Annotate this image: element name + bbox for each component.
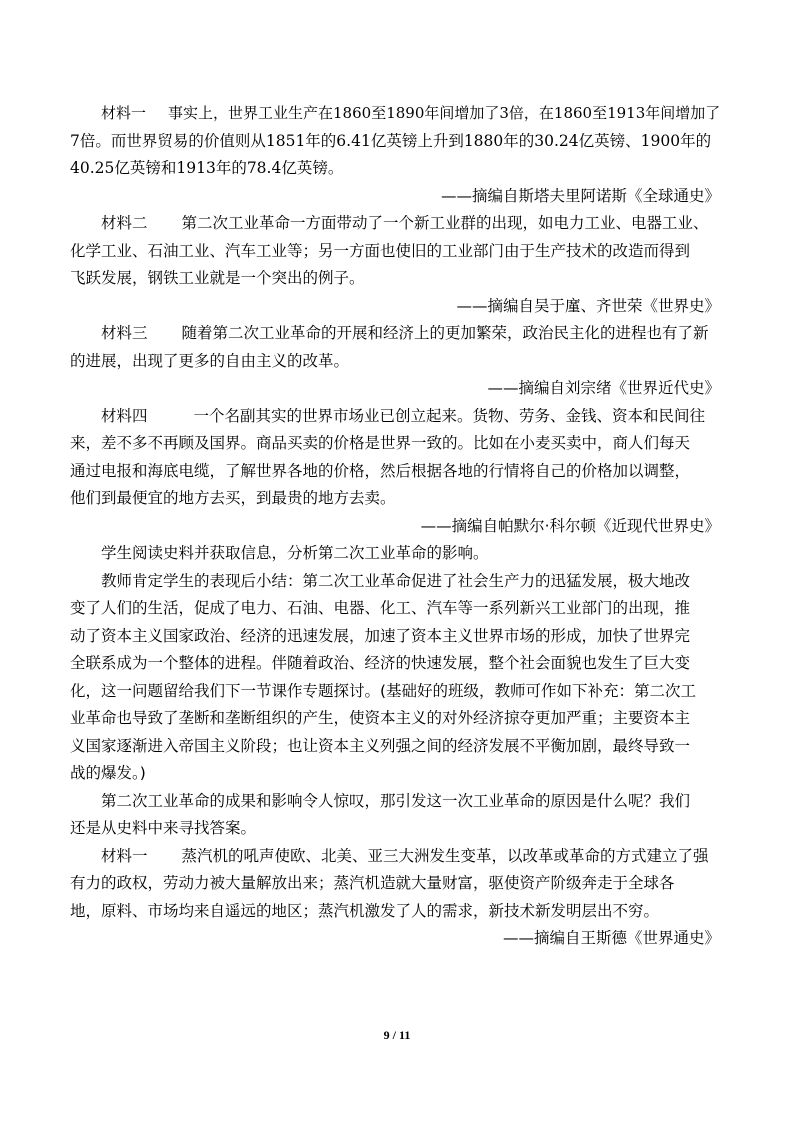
material-2-line-3: 飞跃发展，钢铁工业就是一个突出的例子。 (70, 269, 365, 287)
material-label: 材料一 (101, 104, 147, 122)
material-label: 材料四 (101, 406, 148, 425)
material-1-source: ——摘编自斯塔夫里阿诺斯《全球通史》 (440, 186, 720, 205)
question-line-2: 还是从史料中来寻找答案。 (70, 819, 257, 837)
material-2-source: ——摘编自吴于廑、齐世荣《世界史》 (456, 296, 720, 315)
material-5-line-3: 地，原料、市场均来自遥远的地区；蒸汽机激发了人的需求，新技术新发明层出不穷。 (70, 901, 660, 920)
teacher-summary-line-4: 全联系成为一个整体的进程。伴随着政治、经济的快速发展，整个社会面貌也发生了巨大变 (70, 654, 691, 672)
material-4-line-1: 材料四 一个名副其实的世界市场业已创立起来。货物、劳务、金钱、资本和民间往 (101, 406, 706, 425)
teacher-summary-line-8: 战的爆发。) (70, 764, 146, 782)
material-label: 材料二 (101, 214, 148, 232)
question-line-1: 第二次工业革命的成果和影响令人惊叹，那引发这一次工业革命的原因是什么呢？我们 (101, 791, 691, 810)
teacher-summary-line-2: 变了人们的生活，促成了电力、石油、电器、化工、汽车等一系列新兴工业部门的出现，推 (70, 599, 691, 617)
page-number: 9 / 11 (383, 1028, 411, 1042)
material-1-line-2: 7倍。而世界贸易的价值则从1851年的6.41亿英镑上升到1880年的30.24亿英镑、1900年的 (70, 131, 712, 150)
material-label: 材料一 (101, 846, 148, 865)
material-2-line-2: 化学工业、石油工业、汽车工业等；另一方面也使旧的工业部门由于生产技术的改造而得到 (70, 241, 691, 260)
material-4-source: ——摘编自帕默尔·科尔顿《近现代世界史》 (420, 516, 720, 535)
material-4-line-2: 来，差不多不再顾及国界。商品买卖的价格是世界一致的。比如在小麦买卖中，商人们每天 (70, 434, 691, 452)
material-1-line-1: 材料一 事实上，世界工业生产在1860至1890年间增加了3倍，在1860至1913年间增加了 (101, 104, 721, 122)
teacher-summary-line-7: 义国家逐渐进入帝国主义阶段；也让资本主义列强之间的经济发展不平衡加剧，最终导致一 (70, 736, 691, 755)
material-1-line-3: 40.25亿英镑和1913年的78.4亿英镑。 (70, 159, 344, 177)
material-2-line-1: 材料二 第二次工业革命一方面带动了一个新工业群的出现，如电力工业、电器工业、 (101, 214, 709, 232)
teacher-summary-line-5: 化，这一问题留给我们下一节课作专题探讨。(基础好的班级，教师可作如下补充：第二次工 (70, 681, 697, 700)
material-3-line-2: 的进展，出现了更多的自由主义的改革。 (70, 351, 350, 370)
material-4-line-4: 他们到最便宜的地方去买，到最贵的地方去卖。 (70, 489, 396, 507)
document-body (70, 100, 722, 953)
material-5-line-1: 材料一 蒸汽机的吼声使欧、北美、亚三大洲发生变革，以改革或革命的方式建立了强 (101, 846, 709, 865)
teacher-summary-line-3: 动了资本主义国家政治、经济的迅速发展，加速了资本主义世界市场的形成，加快了世界完 (70, 626, 691, 645)
material-label: 材料三 (101, 324, 148, 342)
material-3-line-1: 材料三 随着第二次工业革命的开展和经济上的更加繁荣，政治民主化的进程也有了新 (101, 324, 709, 342)
material-5-line-2: 有力的政权，劳动力被大量解放出来；蒸汽机造就大量财富，驱使资产阶级奔走于全球各 (70, 874, 675, 892)
teacher-summary-line-1: 教师肯定学生的表现后小结：第二次工业革命促进了社会生产力的迅猛发展，极大地改 (101, 571, 691, 590)
material-3-source: ——摘编自刘宗绪《世界近代史》 (487, 379, 720, 397)
student-activity: 学生阅读史料并获取信息，分析第二次工业革命的影响。 (101, 544, 489, 562)
material-4-line-3: 通过电报和海底电缆，了解世界各地的价格，然后根据各地的行情将自己的价格加以调整， (70, 461, 691, 480)
material-5-source: ——摘编自王斯德《世界通史》 (502, 929, 720, 947)
teacher-summary-line-6: 业革命也导致了垄断和垄断组织的产生，使资本主义的对外经济掠夺更加严重；主要资本主 (70, 709, 691, 727)
